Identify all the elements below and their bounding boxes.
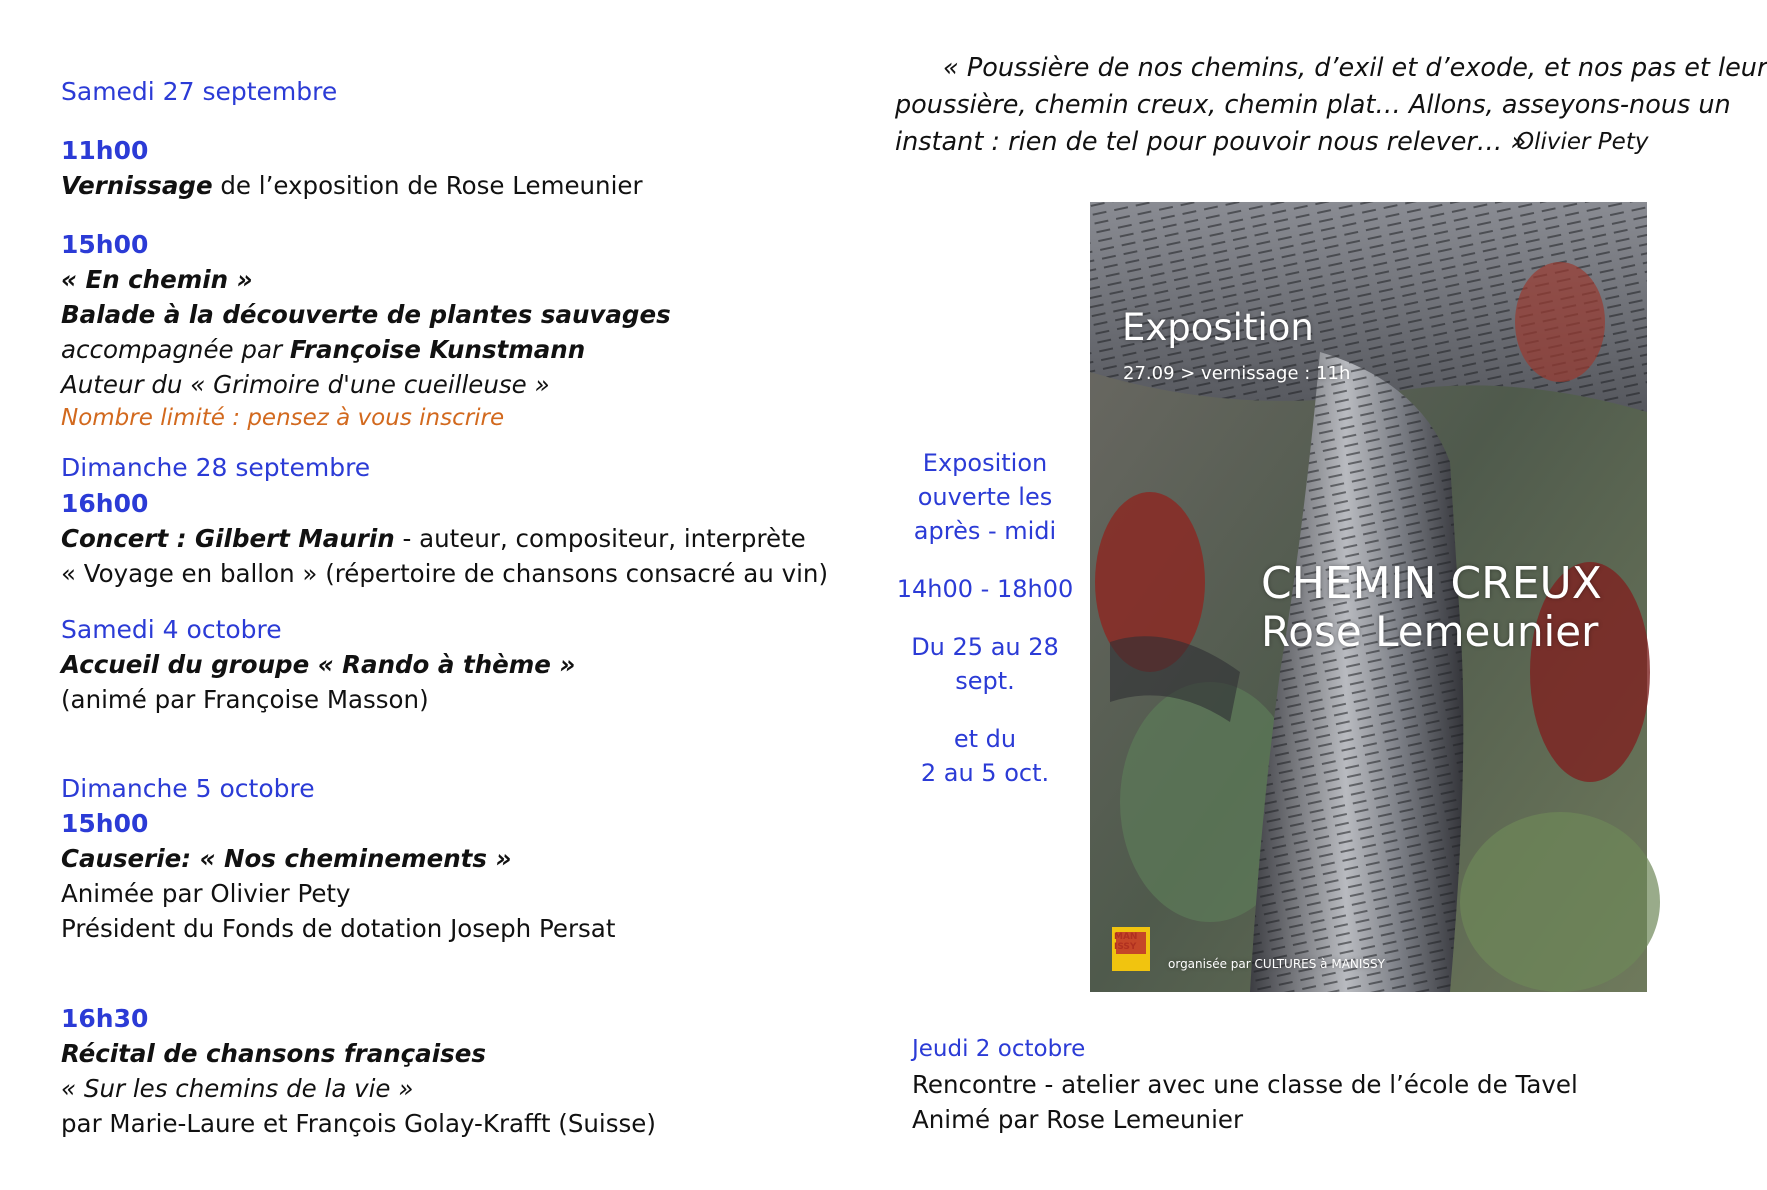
poster-title: CHEMIN CREUX	[1261, 558, 1602, 609]
time-15h00-sat: 15h00	[61, 230, 149, 259]
balade-subtitle: Balade à la découverte de plantes sauvages	[61, 300, 671, 329]
green-shape-right	[1460, 812, 1660, 992]
vernissage-label: Vernissage	[61, 171, 213, 200]
vernissage-rest: de l’exposition de Rose Lemeunier	[212, 171, 643, 200]
recital-title: Récital de chansons françaises	[61, 1039, 486, 1068]
rando-title: Accueil du groupe « Rando à thème »	[61, 650, 576, 679]
accompagnee-line	[61, 333, 585, 367]
time-11h00: 11h00	[61, 136, 149, 165]
concert-rest: - auteur, compositeur, interprète	[394, 524, 806, 553]
voyage-line: « Voyage en ballon » (répertoire de chansons consacré au vin)	[61, 559, 829, 588]
time-16h00: 16h00	[61, 489, 149, 518]
rando-animator: (animé par Françoise Masson)	[61, 685, 429, 714]
exhibition-poster	[1090, 202, 1647, 992]
accompagnee-label: accompagnée par	[61, 335, 290, 364]
date-samedi-27: Samedi 27 septembre	[61, 77, 338, 106]
concert-line	[61, 522, 806, 556]
date-dimanche-28: Dimanche 28 septembre	[61, 453, 371, 482]
inscription-note: Nombre limité : pensez à vous inscrire	[61, 405, 505, 431]
quote-author: Olivier Pety	[1516, 129, 1649, 155]
range-2b: 2 au 5 oct.	[920, 759, 1050, 787]
en-chemin-title: « En chemin »	[61, 265, 253, 294]
open-text	[890, 446, 1080, 548]
quote-line-2: poussière, chemin creux, chemin plat… Allons, asseyons-nous un	[895, 90, 1731, 120]
poster-vernissage: 27.09 > vernissage : 11h	[1123, 363, 1351, 384]
causerie-president: Président du Fonds de dotation Joseph Persat	[61, 914, 616, 943]
causerie-animator: Animée par Olivier Pety	[61, 879, 351, 908]
quote-block	[895, 50, 1767, 161]
poster-organizer: organisée par CULTURES à MANISSY	[1168, 957, 1385, 971]
recital-performers: par Marie-Laure et François Golay-Krafft (Suisse)	[61, 1109, 656, 1138]
date-jeudi-2: Jeudi 2 octobre	[912, 1036, 1086, 1062]
open-range-2	[890, 722, 1080, 790]
range-2a: et du	[953, 725, 1017, 753]
range-1a: Du 25 au 28	[911, 633, 1059, 661]
open-line-1: Exposition	[922, 449, 1048, 477]
time-16h30: 16h30	[61, 1004, 149, 1033]
causerie-title: Causerie: « Nos cheminements »	[61, 844, 512, 873]
rencontre-line: Rencontre - atelier avec une classe de l’école de Tavel	[912, 1070, 1578, 1099]
poster-artist: Rose Lemeunier	[1261, 607, 1599, 656]
open-line-2: ouverte les	[917, 483, 1053, 511]
logo-text: MAN ISSY	[1114, 932, 1138, 952]
kunstmann-name: Françoise Kunstmann	[289, 335, 586, 364]
poster-heading: Exposition	[1122, 306, 1314, 349]
quote-line-3-wrap	[895, 124, 1649, 161]
quote-line-3: instant : rien de tel pour pouvoir nous relever… »	[895, 127, 1527, 157]
date-dimanche-5: Dimanche 5 octobre	[61, 774, 315, 803]
recital-subtitle: « Sur les chemins de la vie »	[61, 1074, 414, 1103]
grimoire-line: Auteur du « Grimoire d'une cueilleuse »	[61, 370, 550, 399]
vernissage-line	[61, 169, 643, 203]
open-line-3: après - midi	[913, 517, 1057, 545]
opening-hours	[890, 446, 1080, 814]
concert-label: Concert : Gilbert Maurin	[61, 524, 395, 553]
red-shape-top	[1515, 262, 1605, 382]
open-range-1	[890, 630, 1080, 698]
open-time: 14h00 - 18h00	[896, 575, 1074, 603]
rencontre-animator: Animé par Rose Lemeunier	[912, 1105, 1244, 1134]
time-15h00-sun: 15h00	[61, 809, 149, 838]
quote-line-1: « Poussière de nos chemins, d’exil et d’exode, et nos pas et leur	[943, 53, 1767, 83]
date-samedi-4: Samedi 4 octobre	[61, 615, 282, 644]
range-1b: sept.	[955, 667, 1015, 695]
